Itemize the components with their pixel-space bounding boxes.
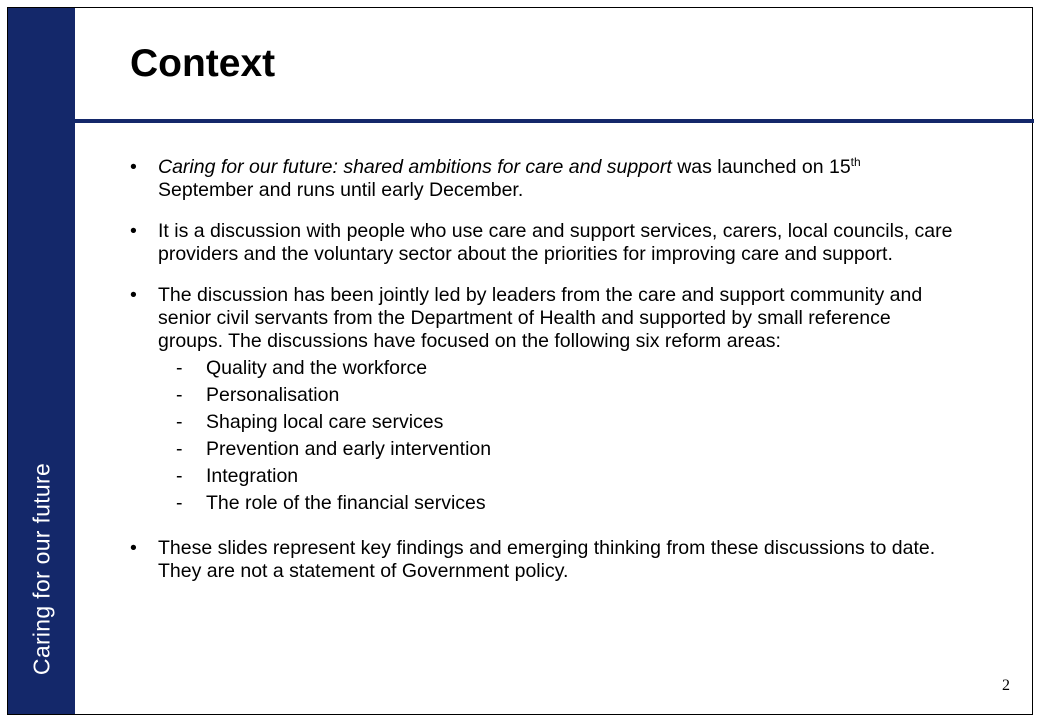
bullet-policy-disclaimer bbox=[130, 537, 960, 583]
ordinal-suffix: th bbox=[850, 155, 861, 169]
reform-area-label: Shaping local care services bbox=[206, 411, 444, 433]
page-number: 2 bbox=[1002, 677, 1010, 694]
bullet-text: The discussion has been jointly led by leaders from the care and support community and senior civil servants from the Department of Health and supported by small reference groups. The discussions have focused on the following six reform areas: bbox=[158, 284, 923, 352]
title-divider bbox=[75, 119, 1034, 123]
slide-body bbox=[130, 156, 960, 601]
bullet-discussion-leadership bbox=[130, 284, 960, 353]
bullet-text: It is a discussion with people who use care and support services, carers, local councils, care providers and the voluntary sector about the priorities for improving care and support. bbox=[158, 220, 953, 265]
bullet-consultation-launch bbox=[130, 156, 960, 202]
sidebar-band bbox=[8, 8, 75, 714]
bullet-icon: • bbox=[130, 537, 137, 559]
dash-icon: - bbox=[176, 438, 183, 460]
reform-area-item bbox=[130, 382, 960, 409]
bullet-text: These slides represent key findings and emerging thinking from these discussions to date. They are not a statement of Government policy. bbox=[158, 537, 936, 582]
slide-title: Context bbox=[130, 42, 276, 85]
bullet-icon: • bbox=[130, 284, 137, 306]
bullet-text-part: September and runs until early December. bbox=[158, 179, 524, 201]
reform-area-label: Prevention and early intervention bbox=[206, 438, 492, 460]
reform-area-item bbox=[130, 490, 960, 517]
dash-icon: - bbox=[176, 465, 183, 487]
bullet-text bbox=[158, 156, 861, 201]
dash-icon: - bbox=[176, 384, 183, 406]
reform-area-label: Quality and the workforce bbox=[206, 357, 428, 379]
bullet-text-part: was launched on 15 bbox=[671, 156, 851, 178]
reform-area-item bbox=[130, 409, 960, 436]
reform-area-label: Personalisation bbox=[206, 384, 340, 406]
bullet-discussion-participants bbox=[130, 220, 960, 266]
sidebar-label: Caring for our future bbox=[28, 462, 54, 676]
reform-area-label: Integration bbox=[206, 465, 299, 487]
reform-areas-list bbox=[130, 355, 960, 517]
dash-icon: - bbox=[176, 492, 183, 514]
reform-area-label: The role of the financial services bbox=[206, 492, 486, 514]
publication-title: Caring for our future: shared ambitions for care and support bbox=[158, 156, 672, 178]
reform-area-item bbox=[130, 436, 960, 463]
dash-icon: - bbox=[176, 357, 183, 379]
reform-area-item bbox=[130, 463, 960, 490]
dash-icon: - bbox=[176, 411, 183, 433]
reform-area-item bbox=[130, 355, 960, 382]
bullet-icon: • bbox=[130, 220, 137, 242]
bullet-icon: • bbox=[130, 156, 137, 178]
